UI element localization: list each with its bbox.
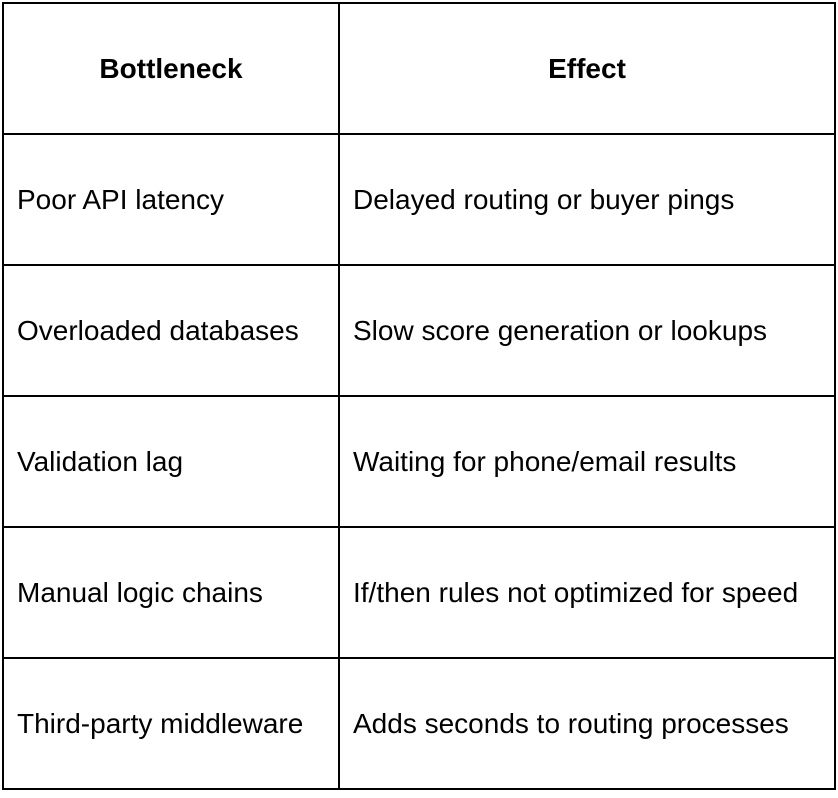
header-row xyxy=(3,3,835,134)
table-row xyxy=(3,134,835,265)
table-row xyxy=(3,265,835,396)
table-header xyxy=(3,3,835,134)
table-body xyxy=(3,134,835,789)
bottleneck-cell: Manual logic chains xyxy=(3,527,339,658)
bottleneck-cell: Poor API latency xyxy=(3,134,339,265)
effect-cell: Delayed routing or buyer pings xyxy=(339,134,835,265)
effect-cell: If/then rules not optimized for speed xyxy=(339,527,835,658)
effect-cell: Waiting for phone/email results xyxy=(339,396,835,527)
header-effect: Effect xyxy=(339,3,835,134)
effect-cell: Slow score generation or lookups xyxy=(339,265,835,396)
bottleneck-cell: Overloaded databases xyxy=(3,265,339,396)
table-row xyxy=(3,658,835,789)
bottleneck-table xyxy=(2,2,836,790)
bottleneck-cell: Third-party middleware xyxy=(3,658,339,789)
table-row xyxy=(3,396,835,527)
table-row xyxy=(3,527,835,658)
effect-cell: Adds seconds to routing processes xyxy=(339,658,835,789)
header-bottleneck: Bottleneck xyxy=(3,3,339,134)
bottleneck-cell: Validation lag xyxy=(3,396,339,527)
